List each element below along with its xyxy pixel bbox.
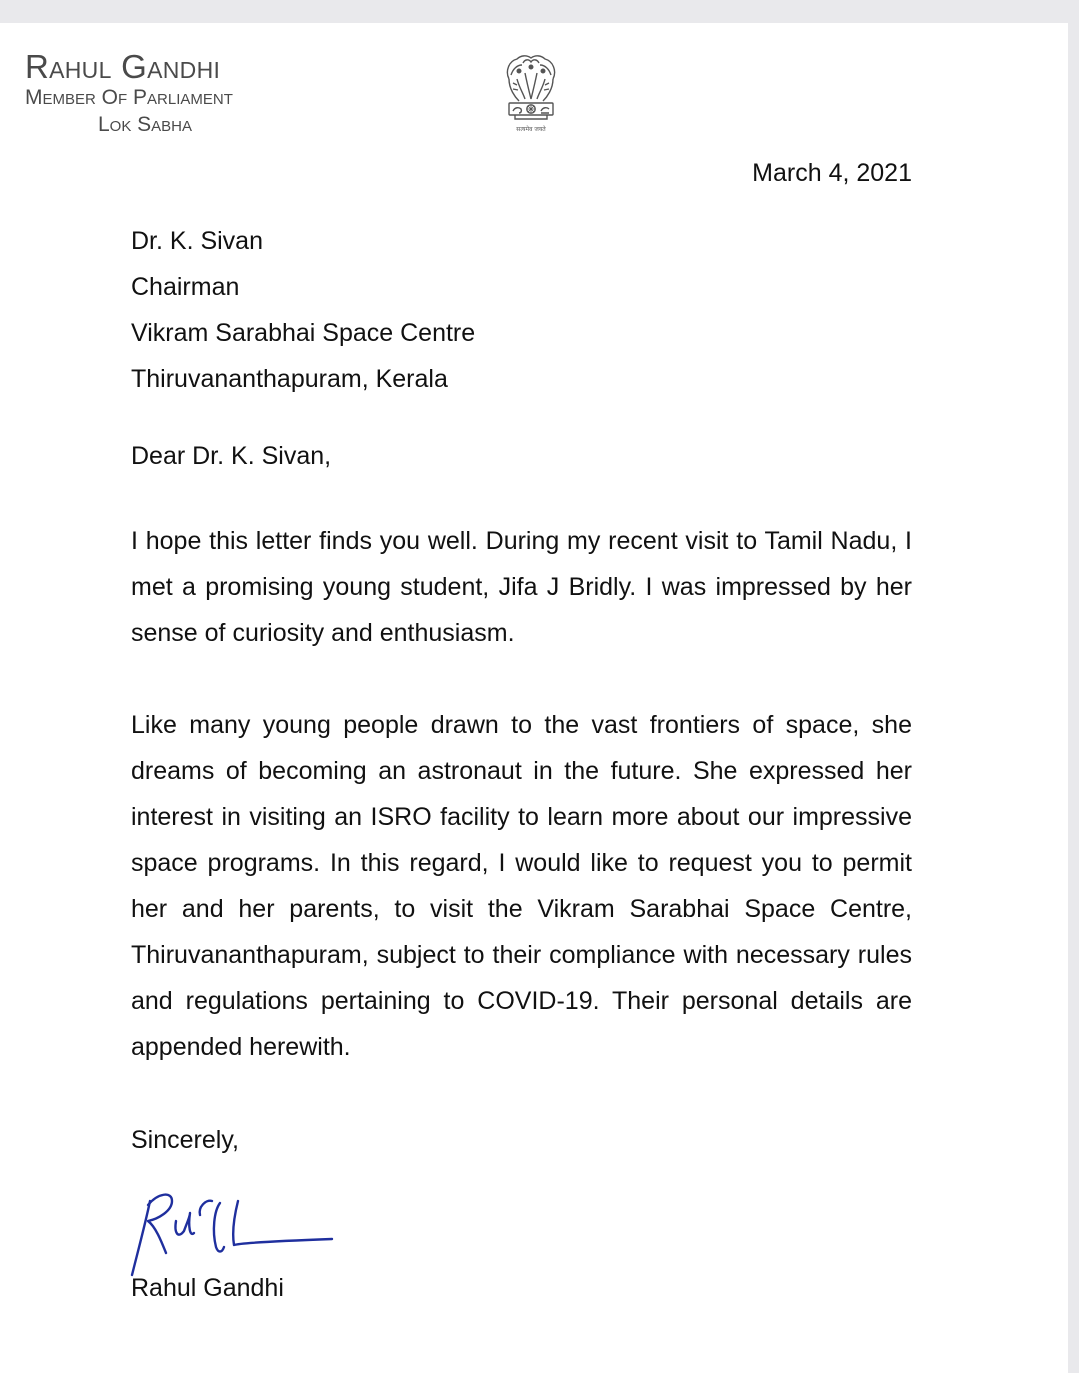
recipient-title: Chairman xyxy=(131,273,240,301)
letter-date: March 4, 2021 xyxy=(752,159,912,187)
recipient-name: Dr. K. Sivan xyxy=(131,227,263,255)
national-emblem-icon xyxy=(495,49,567,147)
signer-name: Rahul Gandhi xyxy=(131,1274,284,1302)
body-paragraph-2: Like many young people drawn to the vast frontiers of space, she dreams of becoming an astronaut in the future. She expressed her interest in visiting an ISRO facility to learn more about our impressive space programs. In this regard, I would like to request you to permit her and her parents, to visit the Vikram Sarabhai Space Centre, Thiruvananthapuram, subject to their compliance with necessary rules and regulations pertaining to COVID-19. Their personal details are appended herewith. xyxy=(131,711,912,1061)
letterhead-house: Lok Sabha xyxy=(97,113,193,136)
recipient-location: Thiruvananthapuram, Kerala xyxy=(131,365,448,393)
letterhead-role: Member Of Parliament xyxy=(25,86,233,109)
letterhead xyxy=(25,49,275,139)
salutation: Dear Dr. K. Sivan, xyxy=(131,442,332,470)
letter-page xyxy=(0,23,1068,1373)
closing: Sincerely, xyxy=(131,1126,239,1154)
emblem-motto: सत्यमेव जयते xyxy=(516,126,546,133)
letterhead-name: Rahul Gandhi xyxy=(25,48,221,85)
body-paragraph-1: I hope this letter finds you well. During my recent visit to Tamil Nadu, I met a promising young student, Jifa J Bridly. I was impressed by her sense of curiosity and enthusiasm. xyxy=(131,527,912,647)
recipient-address xyxy=(131,218,475,402)
recipient-organization: Vikram Sarabhai Space Centre xyxy=(131,319,476,347)
